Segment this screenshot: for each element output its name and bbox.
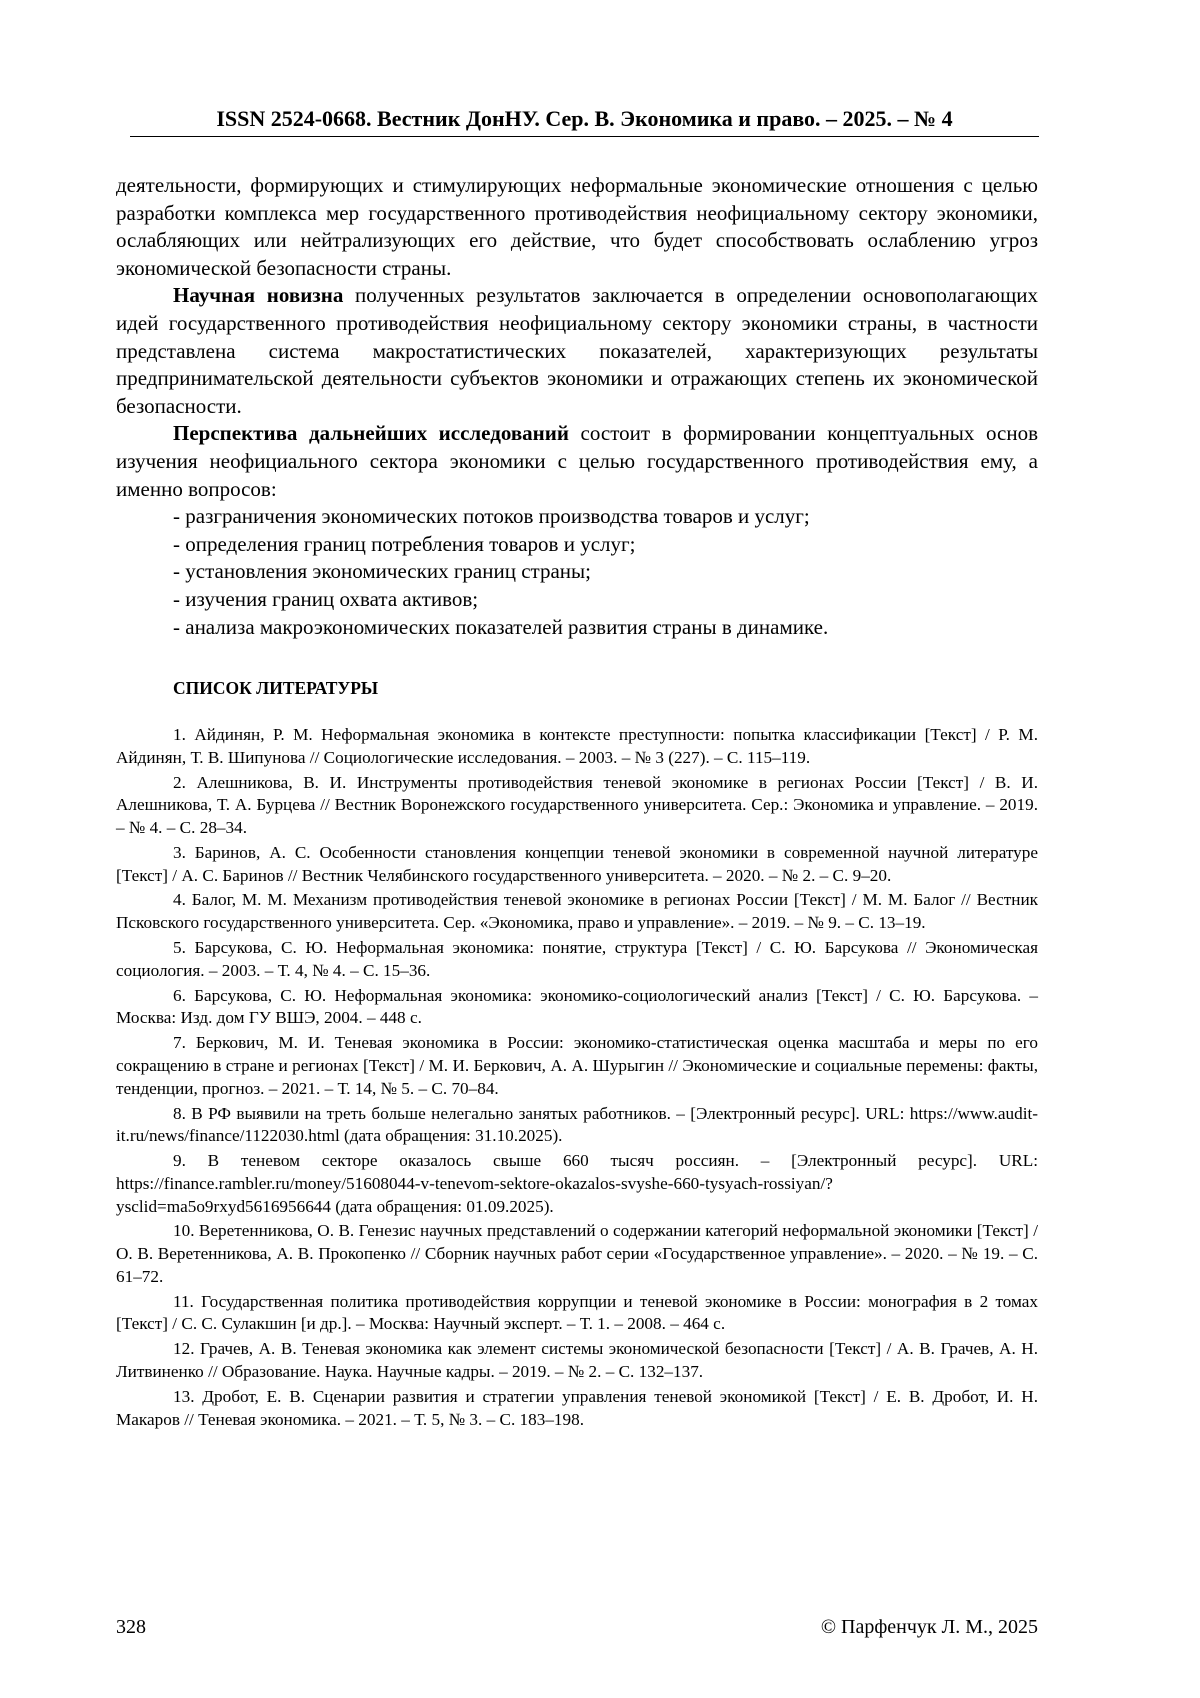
- reference-item: 6. Барсукова, С. Ю. Неформальная экономика: экономико-социологический анализ [Текст] / С. Ю. Барсукова. – Москва: Изд. дом ГУ ВШЭ, 2004. – 448 с.: [116, 985, 1038, 1028]
- reference-item: 2. Алешникова, В. И. Инструменты противодействия теневой экономике в регионах России [Текст] / В. И. Алешникова, Т. А. Бурцева // Вестник Воронежского государственного университета. Сер.: Экономика и управление. – 2019. – № 4. – С. 28–34.: [116, 772, 1038, 837]
- prospect-text: состоит в формировании концептуальных основ изучения неофициального сектора экономики с целью государственного противодействия ему, а именно вопросов:: [116, 421, 1039, 501]
- list-item: - изучения границ охвата активов;: [173, 586, 479, 611]
- reference-item: 1. Айдинян, Р. М. Неформальная экономика в контексте преступности: попытка классификации [Текст] / Р. М. Айдинян, Т. В. Шипунова // Социологические исследования. – 2003. – № 3 (227). – С. 115–119.: [116, 725, 1038, 767]
- reference-item: 7. Беркович, М. И. Теневая экономика в России: экономико-статистическая оценка масштаба и меры по его сокращению в стране и регионах [Текст] / М. И. Беркович, А. А. Шурыгин // Экономические и социальные перемены: факты, тенденции, прогноз. – 2021. – Т. 14, № 5. – С. 70–84.: [116, 1033, 1038, 1098]
- reference-item: 3. Баринов, А. С. Особенности становления концепции теневой экономики в современной научной литературе [Текст] / А. С. Баринов // Вестник Челябинского государственного университета. – 2020. – № 2. – С. 9–20.: [116, 842, 1038, 885]
- list-item: - разграничения экономических потоков производства товаров и услуг;: [173, 504, 810, 529]
- reference-item: 8. В РФ выявили на треть больше нелегально занятых работников. – [Электронный ресурс]. URL: https://www.audit-it.ru/news/finance/1122030.html (дата обращения: 31.10.2025).: [116, 1103, 1038, 1146]
- reference-item: 4. Балог, М. М. Механизм противодействия теневой экономике в регионах России [Текст] / М. М. Балог // Вестник Псковского государственного университета. Сер. «Экономика, право и управление». – 2019. – № 9. – С. 13–19.: [116, 890, 1038, 933]
- novelty-label: Научная новизна: [173, 283, 344, 308]
- copyright-notice: © Парфенчук Л. М., 2025: [820, 1616, 1038, 1638]
- references-heading: СПИСОК ЛИТЕРАТУРЫ: [173, 678, 379, 698]
- reference-item: 11. Государственная политика противодействия коррупции и теневой экономике в России: монография в 2 томах [Текст] / С. С. Сулакшин [и др.]. – Москва: Научный эксперт. – Т. 1. – 2008. – 464 с.: [116, 1291, 1038, 1334]
- body-paragraph-continuation: деятельности, формирующих и стимулирующих неформальные экономические отношения с целью разработки комплекса мер государственного противодействия неофициальному сектору экономики, ослабляющих или нейтрализующих его действие, что будет способствовать ослаблению угроз экономической безопасности страны.: [116, 173, 1038, 280]
- novelty-text: полученных результатов заключается в определении основополагающих идей государственного противодействия неофициальному сектору экономики страны, в частности представлена система макростатистических показателей, характеризующих результаты предпринимательской деятельности субъектов экономики и отражающих степень их экономической безопасности.: [116, 283, 1038, 418]
- running-header: ISSN 2524-0668. Вестник ДонНУ. Сер. В. Экономика и право. – 2025. – № 4: [130, 104, 1039, 137]
- reference-item: 13. Дробот, Е. В. Сценарии развития и стратегии управления теневой экономикой [Текст] / Е. В. Дробот, И. Н. Макаров // Теневая экономика. – 2021. – Т. 5, № 3. – С. 183–198.: [116, 1386, 1038, 1429]
- references-list: [116, 724, 1038, 1434]
- article-body: [116, 172, 1038, 641]
- reference-item: 12. Грачев, А. В. Теневая экономика как элемент системы экономической безопасности [Текст] / А. В. Грачев, А. Н. Литвиненко // Образование. Наука. Научные кадры. – 2019. – № 2. – С. 132–137.: [116, 1339, 1038, 1382]
- reference-item: 9. В теневом секторе оказалось свыше 660 тысяч россиян. – [Электронный ресурс]. URL: https://finance.rambler.ru/money/51608044-v-tenevom-sektore-okazalos-svyshe-660-tysyach-rossiyan/?ysclid=ma5o9rxyd5616956644 (дата обращения: 01.09.2025).: [116, 1151, 1038, 1216]
- list-item: - установления экономических границ страны;: [173, 559, 591, 584]
- reference-item: 5. Барсукова, С. Ю. Неформальная экономика: понятие, структура [Текст] / С. Ю. Барсукова // Экономическая социология. – 2003. – Т. 4, № 4. – С. 15–36.: [116, 938, 1038, 980]
- research-questions-list: [116, 503, 1038, 641]
- novelty-paragraph: [116, 282, 1038, 420]
- prospect-paragraph: [116, 420, 1038, 503]
- list-item: - определения границ потребления товаров и услуг;: [173, 531, 636, 556]
- page-number: 328: [116, 1616, 146, 1638]
- list-item: - анализа макроэкономических показателей развития страны в динамике.: [173, 614, 829, 639]
- reference-item: 10. Веретенникова, О. В. Генезис научных представлений о содержании категорий неформальной экономики [Текст] / О. В. Веретенникова, А. В. Прокопенко // Сборник научных работ серии «Государственное управление». – 2020. – № 19. – С. 61–72.: [116, 1221, 1038, 1286]
- prospect-label: Перспектива дальнейших исследований: [173, 421, 569, 446]
